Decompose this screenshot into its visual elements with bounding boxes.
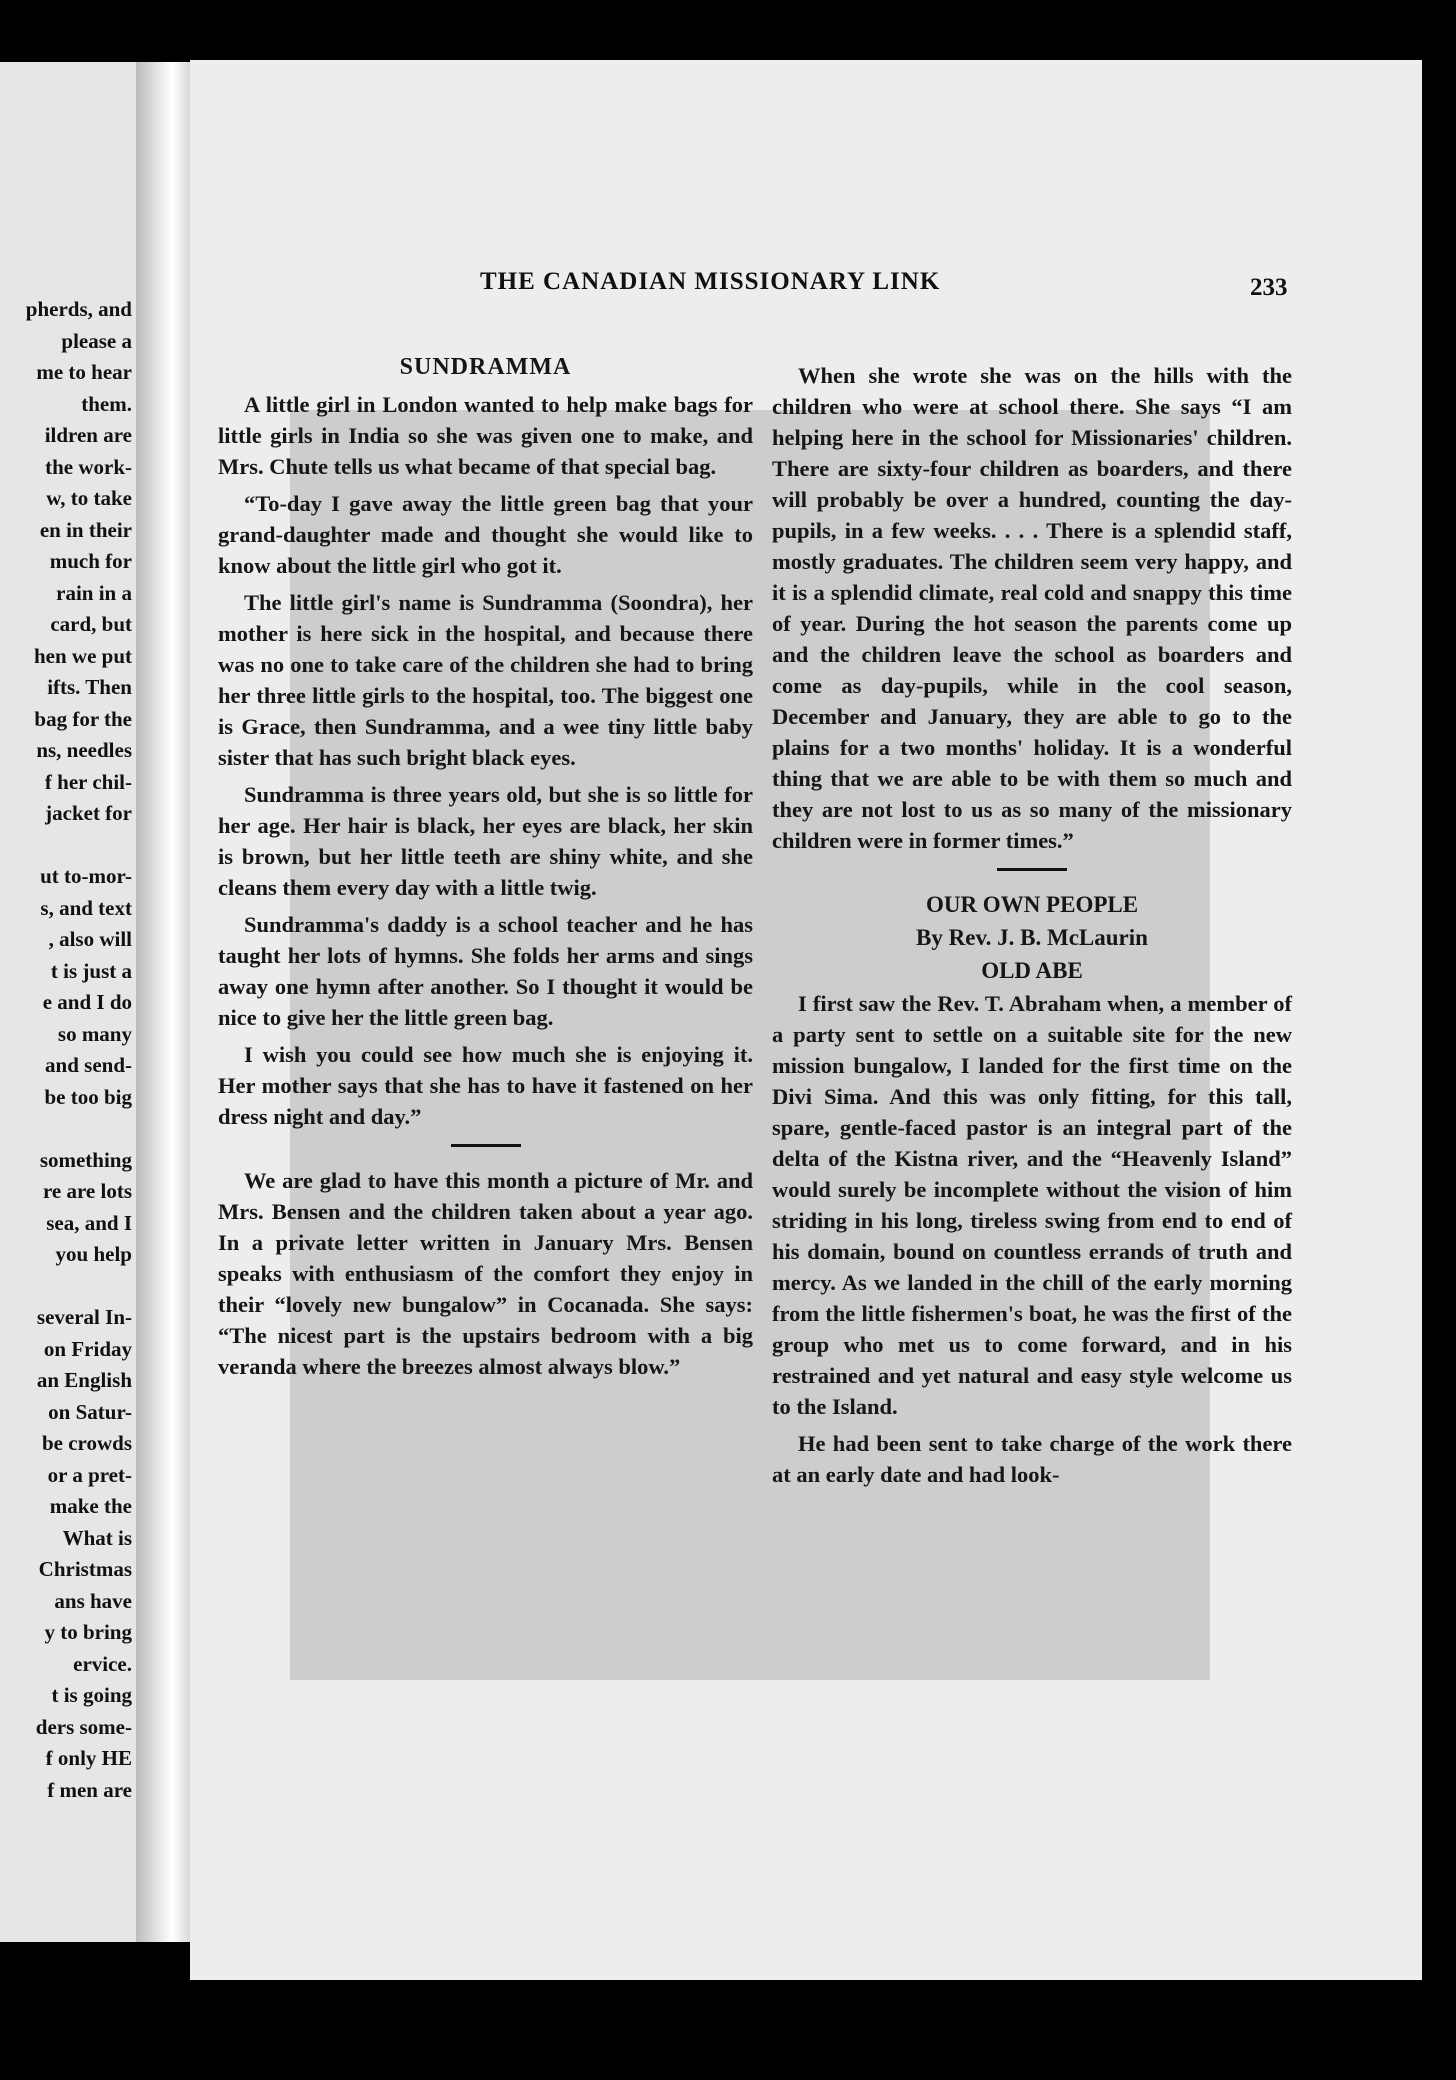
paragraph: He had been sent to take charge of the work there at an early date and had look- — [772, 1431, 1292, 1487]
article-title-sundramma: SUNDRAMMA — [399, 354, 572, 380]
section-divider — [451, 1144, 521, 1147]
facing-page-line: f men are — [47, 1777, 132, 1802]
facing-page-line — [0, 830, 132, 862]
facing-page-line: jacket for — [45, 801, 132, 825]
left-column — [218, 352, 753, 1388]
facing-page-line: e and I do — [42, 990, 132, 1014]
paragraph: We are glad to have this month a picture of Mr. and Mrs. Bensen and the children taken about a year ago. In a private letter written in January Mrs. Bensen speaks with enthusiasm of the comfort they enjoy in their “lovely new bungalow” in Cocanada. She says: “The nicest part is the upstairs bedroom with a big veranda where the breezes almost always blow.” — [218, 1168, 753, 1379]
facing-page-line: Christmas — [38, 1557, 132, 1581]
facing-page-line: f her chil- — [44, 769, 132, 794]
facing-page-text — [0, 294, 132, 1806]
facing-page-line: so many — [57, 1021, 132, 1046]
paragraph: “To-day I gave away the little green bag that your grand-daughter made and thought she would like to know about the little girl who got it. — [218, 491, 753, 578]
facing-page-line: be too big — [44, 1084, 132, 1109]
facing-page-line: be crowds — [41, 1431, 132, 1455]
facing-page-line: you help — [55, 1242, 132, 1266]
page-number: 233 — [1250, 274, 1288, 301]
paragraph: I first saw the Rev. T. Abraham when, a member of a party sent to settle on a suitable site for the new mission bungalow, I landed for the first time on the Divi Sima. And this was only fitting, for this tall, spare, gentle-faced pastor is an integral part of the delta of the Kistna river, and the “Heavenly Island” would surely be incomplete without the vision of him striding in his long, tireless swing from end to end of his domain, bound on countless errands of truth and mercy. As we landed in the chill of the early morning from the little fishermen's boat, he was the first of the group who met us to come forward, and in his restrained and yet natural and easy style welcome us to the Island. — [772, 991, 1292, 1419]
paragraph: The little girl's name is Sundramma (Soondra), her mother is here sick in the hospital, and because there was no one to take care of the children she had to bring her three little girls to the hospital, too. The biggest one is Grace, then Sundramma, and a wee tiny little baby sister that has such bright black eyes. — [218, 590, 753, 770]
facing-page-line: and send- — [45, 1053, 132, 1077]
facing-page-line: f only HE — [45, 1746, 132, 1770]
facing-page-line: on Friday — [43, 1336, 132, 1361]
magazine-page — [190, 60, 1422, 1980]
facing-page-line: make the — [49, 1494, 132, 1518]
facing-page-line: hen we put — [33, 643, 132, 668]
facing-page-line — [0, 1113, 132, 1145]
running-header — [190, 260, 1422, 300]
facing-page-line: ders some- — [35, 1714, 132, 1739]
article-title-own-people: OUR OWN PEOPLE — [925, 892, 1139, 917]
facing-page-line: ildren are — [44, 423, 132, 447]
facing-page-line: ut to-mor- — [40, 864, 132, 888]
facing-page-line: them. — [81, 391, 132, 416]
facing-page-line: t is going — [51, 1683, 132, 1707]
facing-page-line: , also will — [48, 927, 132, 951]
facing-page-line: re are lots — [42, 1179, 132, 1203]
paragraph: When she wrote she was on the hills with the children who were at school there. She says “I am helping here in the school for Missionaries' children. There are sixty-four children as boarders, and there will probably be over a hundred, counting the day-pupils, in a few weeks. . . . There is a splendid staff, mostly graduates. The children seem very happy, and it is a splendid climate, real cold and snappy this time of year. During the hot season the parents come up and the children leave the school as boarders and come as day-pupils, while in the cool season, December and January, they are able to go to the plains for a two months' holiday. It is a wonderful thing that we are able to be with them so much and they are not lost to us as so many of the missionary children were in former times.” — [772, 363, 1292, 853]
facing-page-line: the work- — [45, 454, 132, 479]
facing-page-line: ifts. Then — [47, 675, 132, 699]
facing-page-line — [0, 1271, 132, 1303]
facing-page-line: something — [39, 1147, 132, 1172]
paragraph: A little girl in London wanted to help make bags for little girls in India so she was given one to make, and Mrs. Chute tells us what became of that special bag. — [218, 392, 753, 479]
facing-page-line: t is just a — [50, 958, 132, 983]
facing-page-line: card, but — [50, 612, 132, 636]
article-subtitle: OLD ABE — [981, 958, 1083, 983]
facing-page-line: bag for the — [34, 706, 132, 731]
article-byline: By Rev. J. B. McLaurin — [916, 925, 1148, 950]
facing-page-line: on Satur- — [48, 1399, 132, 1424]
paragraph: I wish you could see how much she is enjoying it. Her mother says that she has to have it fastened on her dress night and day.” — [218, 1042, 753, 1129]
facing-page-line: What is — [62, 1525, 132, 1550]
facing-page-line: or a pret- — [47, 1462, 132, 1487]
running-title: THE CANADIAN MISSIONARY LINK — [480, 268, 941, 295]
facing-page-line: s, and text — [40, 895, 132, 920]
facing-page-line: please a — [61, 328, 132, 353]
facing-page-line: ervice. — [73, 1651, 132, 1676]
section-divider — [997, 868, 1067, 871]
paragraph: Sundramma's daddy is a school teacher and he has taught her lots of hymns. She folds her arms and sings away one hymn after another. So I thought it would be nice to give her the little green bag. — [218, 912, 753, 1030]
facing-page-line: rain in a — [56, 580, 132, 605]
facing-page-line: w, to take — [46, 486, 132, 510]
facing-page-line: ans have — [54, 1588, 132, 1613]
book-gutter — [136, 62, 196, 1942]
facing-page-line: sea, and I — [46, 1210, 132, 1235]
facing-page-line: me to hear — [36, 360, 132, 384]
facing-page-line: several In- — [36, 1305, 132, 1329]
facing-page-line: pherds, and — [25, 297, 132, 321]
facing-page-line: en in their — [39, 517, 132, 542]
right-column — [772, 360, 1292, 1496]
facing-page-line: ns, needles — [36, 738, 132, 762]
facing-page-line: y to bring — [44, 1620, 132, 1644]
facing-page-line: much for — [49, 549, 132, 573]
paragraph: Sundramma is three years old, but she is so little for her age. Her hair is black, her eyes are black, her skin is brown, but her little teeth are shiny white, and she cleans them every day with a little twig. — [218, 782, 753, 900]
facing-page-line: an English — [36, 1368, 132, 1392]
